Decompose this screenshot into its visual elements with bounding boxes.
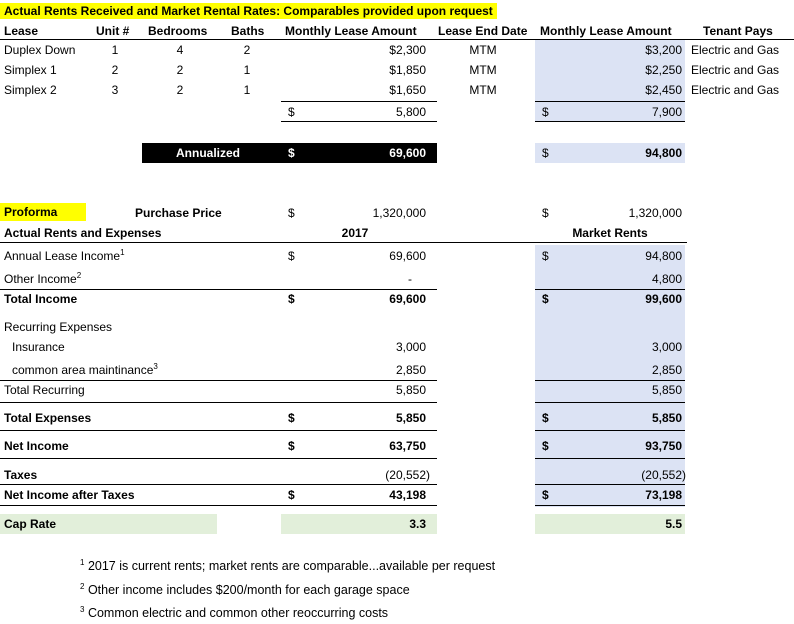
unit-end-date: MTM xyxy=(469,83,497,97)
market-monthly-total: 7,900 xyxy=(651,105,682,119)
dollar-sign: $ xyxy=(542,146,549,160)
unit-baths: 2 xyxy=(243,43,251,57)
cam-label xyxy=(12,362,158,378)
dollar-sign: $ xyxy=(542,488,549,502)
net-income-label: Net Income xyxy=(4,439,69,453)
dollar-sign: $ xyxy=(542,206,549,220)
recurring-line xyxy=(0,380,437,381)
dollar-sign: $ xyxy=(288,206,295,220)
unit-market: $2,450 xyxy=(645,83,682,97)
footnote-number: 3 xyxy=(80,604,85,614)
footnote-ref: 2 xyxy=(76,271,82,280)
oi-actual: - xyxy=(408,272,412,286)
header-market-monthly: Monthly Lease Amount xyxy=(540,24,672,38)
footnote xyxy=(80,582,410,598)
cam-actual: 2,850 xyxy=(395,363,426,377)
expense-line xyxy=(0,402,437,403)
footnote-text: Other income includes $200/month for each garage space xyxy=(87,583,410,597)
footnote-text: 2017 is current rents; market rents are comparable...available per request xyxy=(87,559,496,573)
purchase-actual: 1,320,000 xyxy=(372,206,426,220)
market-total-underline xyxy=(535,121,685,122)
section-divider xyxy=(0,242,687,243)
total-income-label: Total Income xyxy=(4,292,78,306)
header-lease: Lease xyxy=(4,24,39,38)
footnote xyxy=(80,605,388,621)
dollar-sign: $ xyxy=(542,105,549,119)
other-income-label xyxy=(4,271,81,287)
unit-lease: Duplex Down xyxy=(4,43,76,57)
annual-lease-income-label xyxy=(4,248,125,264)
total-underline xyxy=(281,121,437,122)
dollar-sign: $ xyxy=(288,249,295,263)
tax-market: (20,552) xyxy=(641,468,686,482)
taxes-line-market xyxy=(535,484,685,485)
dollar-sign: $ xyxy=(288,105,295,119)
unit-monthly: $2,300 xyxy=(389,43,426,57)
recurring-line-market xyxy=(535,380,685,381)
nat-line xyxy=(0,505,437,506)
unit-number: 2 xyxy=(111,63,119,77)
unit-number: 1 xyxy=(111,43,119,57)
unit-market: $2,250 xyxy=(645,63,682,77)
monthly-total: 5,800 xyxy=(395,105,426,119)
unit-monthly: $1,650 xyxy=(389,83,426,97)
total-expenses-label: Total Expenses xyxy=(4,411,92,425)
dollar-sign: $ xyxy=(542,292,549,306)
tr-actual: 5,850 xyxy=(395,383,426,397)
purchase-price-label: Purchase Price xyxy=(135,206,222,220)
total-recurring-label: Total Recurring xyxy=(4,383,85,397)
unit-end-date: MTM xyxy=(469,63,497,77)
footnote-number: 2 xyxy=(80,581,85,591)
unit-market: $3,200 xyxy=(645,43,682,57)
header-baths: Baths xyxy=(231,24,265,38)
header-divider xyxy=(0,39,794,40)
ti-market: 99,600 xyxy=(645,292,682,306)
tax-actual: (20,552) xyxy=(385,468,430,482)
dollar-sign: $ xyxy=(542,439,549,453)
year-label: 2017 xyxy=(341,226,369,240)
market-total-line xyxy=(535,101,685,102)
income-line xyxy=(0,289,437,290)
dollar-sign: $ xyxy=(288,411,295,425)
dollar-sign: $ xyxy=(288,292,295,306)
header-tenant-pays: Tenant Pays xyxy=(703,24,773,38)
net-income-line xyxy=(0,458,437,459)
footnote-text: Common electric and common other reoccurring costs xyxy=(87,606,389,620)
unit-lease: Simplex 2 xyxy=(4,83,57,97)
cam-text: common area maintinance xyxy=(12,363,154,377)
annualized-label: Annualized xyxy=(176,146,241,160)
expense-line-market xyxy=(535,402,685,403)
dollar-sign: $ xyxy=(542,411,549,425)
tr-market: 5,850 xyxy=(651,383,682,397)
unit-tenant: Electric and Gas xyxy=(691,43,780,57)
footnote-number: 1 xyxy=(80,557,85,567)
footnote xyxy=(80,558,495,574)
total-expenses-line-market xyxy=(535,430,685,431)
unit-lease: Simplex 1 xyxy=(4,63,57,77)
ni-market: 93,750 xyxy=(645,439,682,453)
ti-actual: 69,600 xyxy=(389,292,426,306)
dollar-sign: $ xyxy=(288,488,295,502)
proforma-label: Proforma xyxy=(0,203,86,221)
unit-bedrooms: 2 xyxy=(176,63,184,77)
dollar-sign: $ xyxy=(288,146,295,160)
insurance-label: Insurance xyxy=(12,340,65,354)
annualized-actual: 69,600 xyxy=(389,146,426,160)
unit-end-date: MTM xyxy=(469,43,497,57)
header-bedrooms: Bedrooms xyxy=(148,24,208,38)
other-income-text: Other Income xyxy=(4,272,77,286)
nat-line-market xyxy=(535,505,685,506)
oi-market: 4,800 xyxy=(651,272,682,286)
annualized-market: 94,800 xyxy=(645,146,682,160)
header-monthly: Monthly Lease Amount xyxy=(285,24,417,38)
taxes-label: Taxes xyxy=(4,468,38,482)
page-title: Actual Rents Received and Market Rental Rates: Comparables provided upon request xyxy=(0,3,497,19)
te-actual: 5,850 xyxy=(395,411,426,425)
nat-actual: 43,198 xyxy=(389,488,426,502)
ins-actual: 3,000 xyxy=(395,340,426,354)
cap-actual: 3.3 xyxy=(409,517,426,531)
ni-actual: 63,750 xyxy=(389,439,426,453)
cam-market: 2,850 xyxy=(651,363,682,377)
unit-tenant: Electric and Gas xyxy=(691,83,780,97)
unit-baths: 1 xyxy=(243,83,251,97)
taxes-line xyxy=(0,484,437,485)
unit-baths: 1 xyxy=(243,63,251,77)
dollar-sign: $ xyxy=(288,439,295,453)
total-expenses-line xyxy=(0,430,437,431)
unit-number: 3 xyxy=(111,83,119,97)
annual-lease-income-text: Annual Lease Income xyxy=(4,249,121,263)
unit-bedrooms: 2 xyxy=(176,83,184,97)
ali-actual: 69,600 xyxy=(389,249,426,263)
nat-market: 73,198 xyxy=(645,488,682,502)
cap-market: 5.5 xyxy=(665,517,682,531)
unit-tenant: Electric and Gas xyxy=(691,63,780,77)
net-income-line-market xyxy=(535,458,685,459)
section-label: Actual Rents and Expenses xyxy=(4,226,162,240)
ali-market: 94,800 xyxy=(645,249,682,263)
purchase-market: 1,320,000 xyxy=(628,206,682,220)
footnote-ref: 3 xyxy=(153,362,158,371)
market-rents-label: Market Rents xyxy=(572,226,648,240)
recurring-expenses-label: Recurring Expenses xyxy=(4,320,113,334)
footnote-ref: 1 xyxy=(120,248,125,257)
unit-bedrooms: 4 xyxy=(176,43,184,57)
nat-label: Net Income after Taxes xyxy=(4,488,135,502)
cap-rate-label: Cap Rate xyxy=(4,517,57,531)
income-line-market xyxy=(535,289,685,290)
header-unit: Unit # xyxy=(96,24,130,38)
monthly-total-line xyxy=(281,101,437,102)
header-end-date: Lease End Date xyxy=(438,24,528,38)
unit-monthly: $1,850 xyxy=(389,63,426,77)
ins-market: 3,000 xyxy=(651,340,682,354)
dollar-sign: $ xyxy=(542,249,549,263)
te-market: 5,850 xyxy=(651,411,682,425)
